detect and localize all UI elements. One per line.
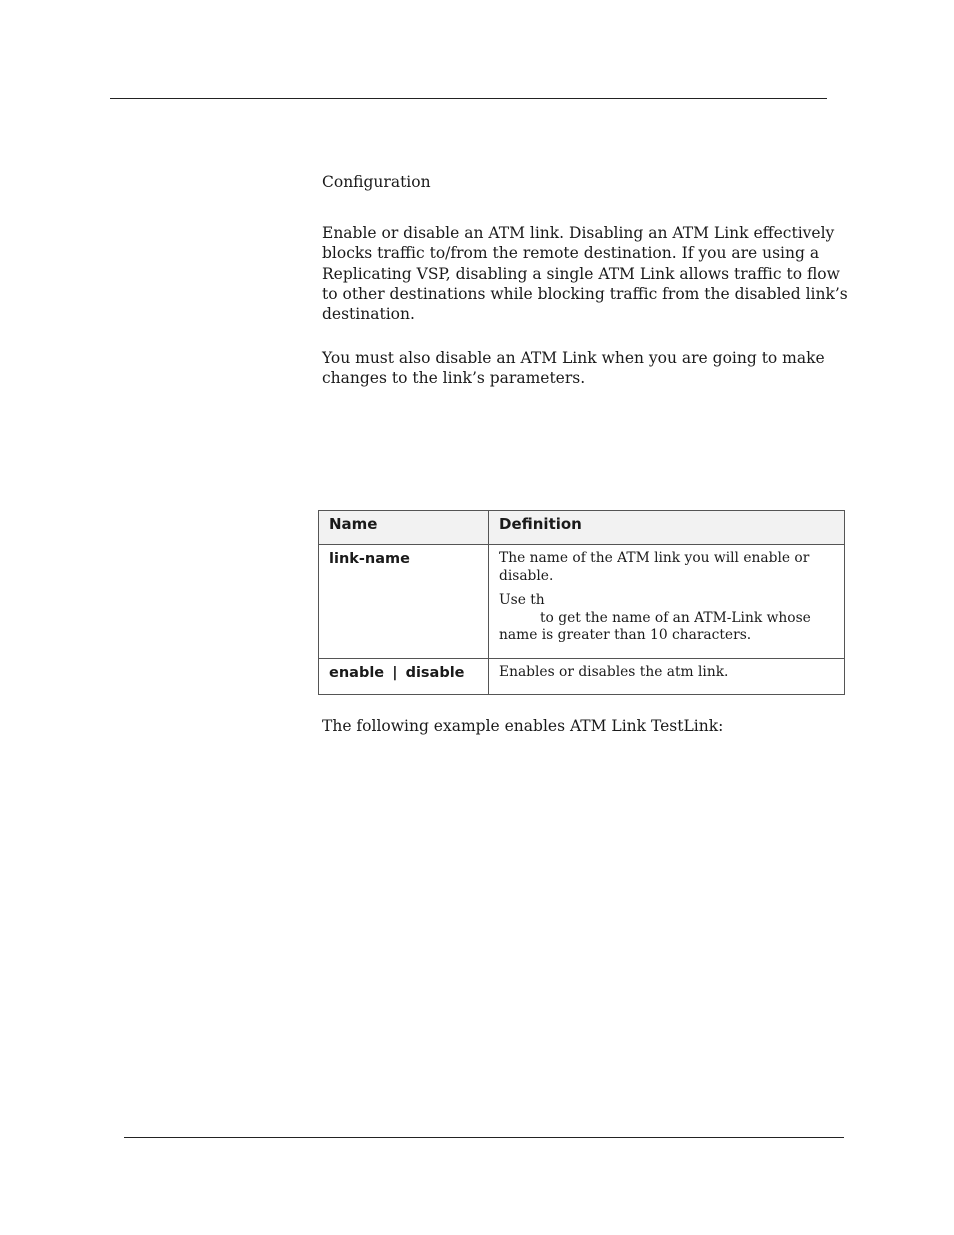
header-rule [110, 98, 827, 99]
column-header-name: Name [319, 511, 489, 545]
param-name-cell [319, 545, 489, 659]
command-mode: Configuration [322, 173, 431, 191]
description-paragraph-1: Enable or disable an ATM link. Disabling an ATM Link effectively blocks traffic to/from the remote destination. If you are using a Replicating VSP, disabling a single ATM Link allows traffic to flow to other destinations while blocking traffic from the disabled link’s destination. [322, 224, 848, 324]
definition-text: Enables or disables the atm link. [499, 663, 729, 680]
description-paragraph-2: You must also disable an ATM Link when you are going to make changes to the link’s parameters. [322, 349, 825, 388]
param-name-cell [319, 658, 489, 695]
parameter-table [318, 510, 845, 695]
param-enable-disable: enable | disable [329, 664, 465, 681]
table-row [319, 545, 845, 659]
footer-rule [124, 1137, 844, 1138]
param-link-name: link-name [329, 551, 410, 567]
example-intro: The following example enables ATM Link TestLink: [322, 717, 724, 735]
definition-text-1: The name of the ATM link you will enable or disable. [499, 550, 810, 584]
column-header-definition: Definition [489, 511, 845, 545]
param-definition-cell [489, 545, 845, 659]
definition-text-2: Use th to get the name of an ATM-Link whose name is greater than 10 characters. [499, 592, 811, 643]
table-header-row [319, 511, 845, 545]
param-definition-cell [489, 658, 845, 695]
table-row [319, 658, 845, 695]
